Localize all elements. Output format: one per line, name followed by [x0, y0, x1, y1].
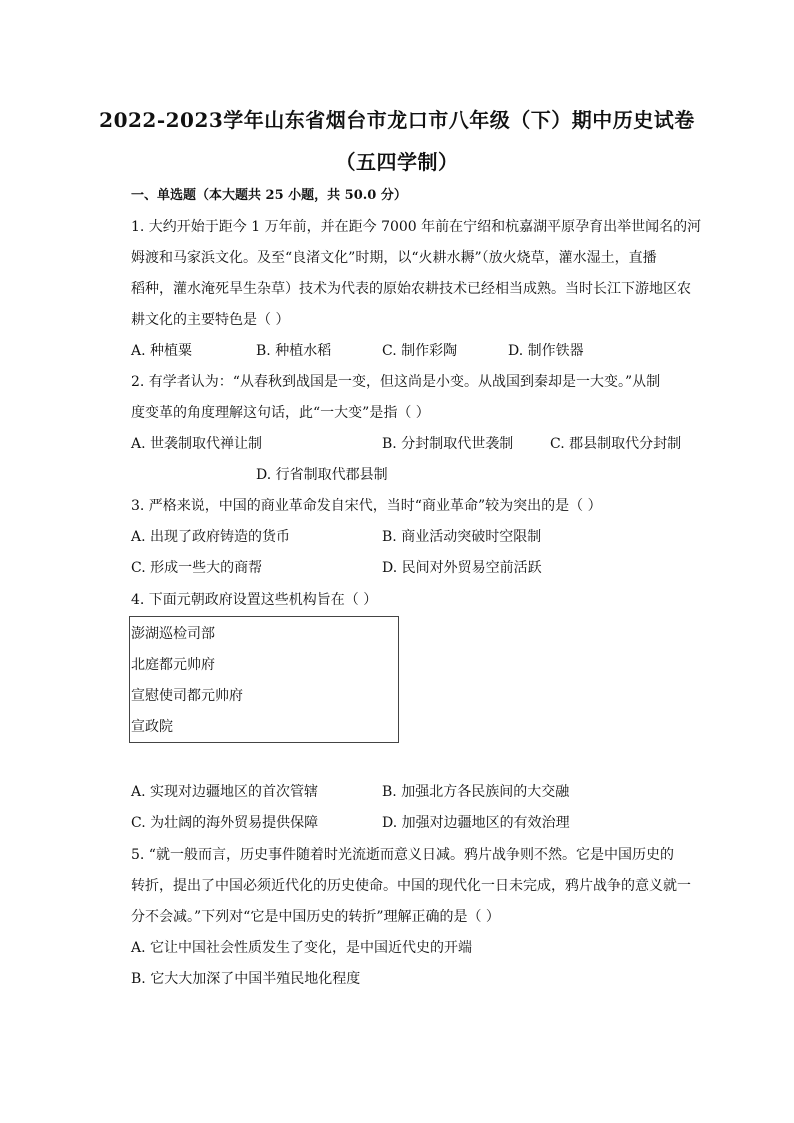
- exam-title: 2022-2023学年山东省烟台市龙口市八年级（下）期中历史试卷: [99, 108, 695, 132]
- question-1-line-2: 姆渡和马家浜文化。及至“良渚文化”时期，以“火耕水耨”（放火烧草，灌水湿土，直播: [131, 250, 657, 266]
- question-4-institution-box: [129, 616, 399, 743]
- question-5-option-b: B. 它大大加深了中国半殖民地化程度: [131, 971, 361, 987]
- question-1-line-3: 稻种，灌水淹死旱生杂草）技术为代表的原始农耕技术已经相当成熟。当时长江下游地区农: [131, 281, 691, 297]
- institution-item: 澎湖巡检司部: [131, 626, 215, 642]
- question-3-line-1: 3. 严格来说，中国的商业革命发自宋代，当时“商业革命”较为突出的是（ ）: [131, 498, 602, 514]
- question-2-line-1: 2. 有学者认为：“从春秋到战国是一变，但这尚是小变。从战国到秦却是一大变。”从制: [131, 374, 661, 390]
- question-1-option-b: B. 种植水稻: [256, 343, 332, 359]
- question-5-line-1: 5. “就一般而言，历史事件随着时光流逝而意义日减。鸦片战争则不然。它是中国历史的: [131, 847, 674, 863]
- question-4-option-c: C. 为壮阔的海外贸易提供保障: [131, 815, 319, 831]
- institution-item: 宣慰使司都元帅府: [131, 688, 243, 704]
- question-4-line-1: 4. 下面元朝政府设置这些机构旨在（ ）: [131, 592, 378, 608]
- question-3-option-a: A. 出现了政府铸造的货币: [131, 529, 291, 545]
- question-2-option-d: D. 行省制取代郡县制: [256, 467, 388, 483]
- question-2-option-b: B. 分封制取代世袭制: [382, 436, 514, 452]
- question-3-option-c: C. 形成一些大的商帮: [131, 560, 263, 576]
- question-1-line-4: 耕文化的主要特色是（ ）: [131, 312, 290, 328]
- question-3-option-b: B. 商业活动突破时空限制: [382, 529, 542, 545]
- question-2-line-2: 度变革的角度理解这句话，此“一大变”是指（ ）: [131, 405, 430, 421]
- institution-item: 宣政院: [131, 719, 173, 735]
- section-heading: 一、单选题（本大题共 25 小题，共 50.0 分）: [131, 188, 407, 203]
- question-4-option-a: A. 实现对边疆地区的首次管辖: [131, 784, 319, 800]
- question-4-option-d: D. 加强对边疆地区的有效治理: [382, 815, 570, 831]
- question-1-line-1: 1. 大约开始于距今 1 万年前，并在距今 7000 年前在宁绍和杭嘉湖平原孕育出举世闻名的河: [131, 219, 702, 235]
- institution-item: 北庭都元帅府: [131, 657, 215, 673]
- question-2-option-c: C. 郡县制取代分封制: [550, 436, 682, 452]
- question-2-option-a: A. 世袭制取代禅让制: [131, 436, 263, 452]
- question-1-option-d: D. 制作铁器: [508, 343, 584, 359]
- question-3-option-d: D. 民间对外贸易空前活跃: [382, 560, 542, 576]
- exam-subtitle: （五四学制）: [335, 150, 459, 174]
- question-5-option-a: A. 它让中国社会性质发生了变化，是中国近代史的开端: [131, 940, 473, 956]
- question-5-line-3: 分不会减。”下列对“它是中国历史的转折”理解正确的是（ ）: [131, 909, 500, 925]
- question-1-option-a: A. 种植粟: [131, 343, 193, 359]
- question-4-option-b: B. 加强北方各民族间的大交融: [382, 784, 570, 800]
- question-1-option-c: C. 制作彩陶: [382, 343, 458, 359]
- question-5-line-2: 转折，提出了中国必须近代化的历史使命。中国的现代化一日未完成，鸦片战争的意义就一: [131, 878, 691, 894]
